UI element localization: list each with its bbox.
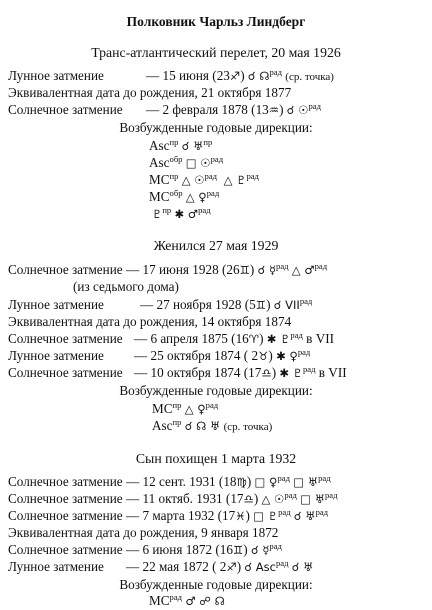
zodiac-sign-icon: ♊ [239, 263, 250, 277]
directions-subheading: Возбужденные годовые дирекции: [119, 120, 313, 135]
direction-row: Asc$^{обр}$ □ ☉$^{рад}$ [149, 154, 224, 170]
direction-row: Asc$^{пр}$ ☌ ♅$^{пр}$ [149, 137, 213, 153]
zodiac-sign-icon: ♒ [268, 103, 280, 117]
aspect-icons: □ ♇ [253, 509, 279, 523]
aspect-icons: △ ♇ [223, 173, 247, 187]
eclipse-row: Солнечное затмение — 6 июня 1872 (16♊) ☌ ☿$^{рад}$ [8, 541, 282, 557]
aspect-icons: ♂ ☍ ☊ [185, 594, 225, 608]
direction-row: $MC^{обр}$ △ ♀$^{рад}$ [149, 188, 220, 204]
eclipse-row: Солнечное затмение — 6 апреля 1875 (16♈) ✱ ♇$^{рад}$ в VII [8, 330, 335, 346]
eclipse-row [8, 67, 334, 84]
zodiac-sign-icon: ♈ [248, 332, 260, 346]
aspect-icons: □ ♅ [293, 475, 319, 489]
house-note: (из седьмого дома) [73, 279, 179, 294]
eclipse-row: Лунное затмение — 27 ноября 1928 (5♊) ☌ $VII^{рад}$ [8, 296, 313, 312]
aspect-icons: ☌ ☊ ♅ [184, 419, 221, 433]
equivalent-date-row: Эквивалентная дата до рождения, 9 января 1872 [8, 525, 279, 540]
zodiac-sign-icon: ♎ [261, 366, 272, 380]
aspect-icons: □ ☉ [185, 156, 211, 170]
zodiac-sign-icon: ♉ [258, 349, 269, 363]
eclipse-row: Солнечное затмение — 12 сент. 1931 (18♍) □ ♀$^{рад}$ □ ♅$^{рад}$ [8, 473, 331, 489]
aspect-icons: ☌ ☿ [250, 543, 270, 557]
aspect-icons: ☌ ♅ [181, 139, 204, 153]
aspect-icons: ✱ ♇ [279, 366, 303, 380]
row-label: Лунное затмение [8, 68, 104, 83]
aspect-icons: ☌ VII [273, 298, 300, 312]
eclipse-row: Лунное затмение — 22 мая 1872 ( 2♐) ☌ Asc$^{рад}$ ☌ ♅ [8, 558, 314, 574]
zodiac-sign-icon: ♊ [255, 298, 267, 312]
directions-subheading: Возбужденные годовые дирекции: [119, 577, 313, 592]
aspect-icons: △ ♀ [185, 190, 207, 204]
aspect-icons: △ ☉ [261, 492, 285, 506]
aspect-icons: ☌ Asc [244, 560, 276, 574]
aspect-icons: ☌ ☉ [286, 103, 309, 117]
section-heading: Транс-атлантический перелет, 20 мая 1926 [91, 45, 341, 60]
aspect-icons: ✱ ♂ [174, 207, 199, 221]
equivalent-date-row: Эквивалентная дата до рождения, 14 октября 1874 [8, 314, 292, 329]
row-text: — 15 июня (23♐) ☌ ☊$^{рад}$ (ср. точка) [146, 67, 334, 83]
zodiac-sign-icon: ♐ [229, 69, 241, 83]
aspect-icons: ✱ ♀ [276, 349, 298, 363]
pluto-icon: ♇ [152, 207, 163, 221]
zodiac-sign-icon: ♐ [226, 560, 237, 574]
zodiac-sign-icon: ♓ [235, 509, 246, 523]
direction-row: $MC^{пр}$ △ ☉$^{рад}$ △ ♇$^{рад}$ [149, 171, 259, 187]
eclipse-row: Лунное затмение — 25 октября 1874 ( 2♉) ✱ ♀$^{рад}$ [8, 347, 311, 363]
eclipse-row: Солнечное затмение — 17 июня 1928 (26♊) ☌ ☿$^{рад}$ △ ♂$^{рад}$ [8, 261, 328, 277]
section-heading: Сын похищен 1 марта 1932 [135, 451, 297, 466]
document-title: Полковник Чарльз Линдберг [126, 14, 306, 29]
aspect-icons: ✱ ♇ [266, 332, 291, 346]
direction-row: $MC^{рад}$ ♂ ☍ ☊ [149, 592, 225, 608]
aspect-icons: △ ☉ [181, 173, 205, 187]
eclipse-row: Солнечное затмение — 10 октября 1874 (17♎) ✱ ♇$^{рад}$ в VII [8, 364, 347, 380]
eclipse-row: Солнечное затмение — 2 февраля 1878 (13♒) ☌ ☉$^{рад}$ [8, 101, 321, 117]
section-heading: Женился 27 мая 1929 [153, 238, 279, 253]
equivalent-date-row: Эквивалентная дата до рождения, 21 октября 1877 [8, 85, 292, 100]
aspect-icons: ☌ ☿ [257, 263, 277, 277]
aspect-icons: ☌ ☊ [247, 69, 270, 83]
eclipse-row: Солнечное затмение — 11 октяб. 1931 (17♎) △ ☉$^{рад}$ □ ♅$^{рад}$ [8, 490, 338, 506]
aspect-icons: ☌ ♅ [293, 509, 316, 523]
zodiac-sign-icon: ♍ [236, 475, 247, 489]
eclipse-row: Солнечное затмение — 7 марта 1932 (17♓) □ ♇$^{рад}$ ☌ ♅$^{рад}$ [8, 507, 329, 523]
aspect-icons: ☌ ♅ [291, 560, 314, 574]
direction-row: ♇$^{пр}$ ✱ ♂$^{рад}$ [152, 205, 211, 221]
direction-row: $MC^{пр}$ △ ♀$^{рад}$ [152, 400, 219, 416]
aspect-icons: △ ♀ [184, 402, 206, 416]
zodiac-sign-icon: ♊ [232, 543, 244, 557]
zodiac-sign-icon: ♎ [243, 492, 254, 506]
aspect-icons: △ ♂ [291, 263, 315, 277]
aspect-icons: □ ♀ [254, 475, 278, 489]
direction-row: Asc$^{пр}$ ☌ ☊ ♅ (ср. точка) [152, 417, 273, 433]
directions-subheading: Возбужденные годовые дирекции: [119, 383, 313, 398]
aspect-icons: □ ♅ [300, 492, 325, 506]
